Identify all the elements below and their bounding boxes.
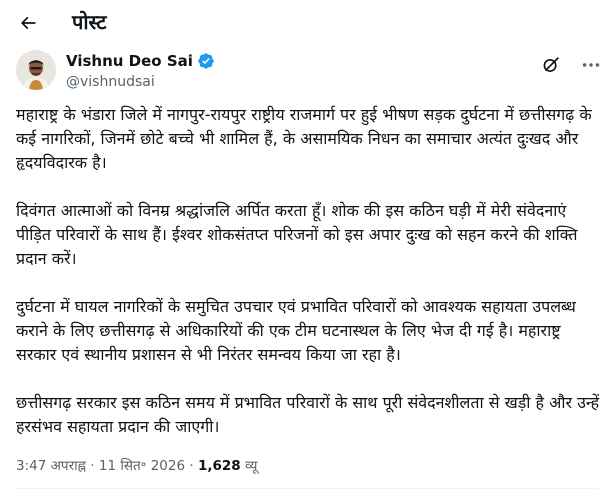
post-paragraph: छत्तीसगढ़ सरकार इस कठिन समय में प्रभावित परिवारों के साथ पूरी संवेदनशीलता से खड़ी है और उन्हें हरसंभव सहायता प्रदान की जाएगी। (16, 393, 600, 436)
post-meta (16, 456, 257, 476)
post-paragraph: महाराष्ट्र के भंडारा जिले में नागपुर-रायपुर राष्ट्रीय राजमार्ग पर हुई भीषण सड़क दुर्घटना में छत्तीसगढ़ के कई नागरिकों, जिनमें छोटे बच्चे भी शामिल हैं, के असामयिक निधन का समाचार अत्यंत दुःखद और हृदयविदारक है। (16, 105, 592, 172)
post-author (16, 50, 606, 98)
top-bar (0, 0, 615, 46)
post-text (16, 103, 601, 463)
more-dots-icon (580, 54, 602, 76)
post-paragraph: दुर्घटना में घायल नागरिकों के समुचित उपचार एवं प्रभावित परिवारों को आवश्यक सहायता उपलब्ध कराने के लिए छत्तीसगढ़ से अधिकारियों की एक टीम घटनास्थल के लिए भेज दी गई है। महाराष्ट्र सरकार एवं स्थानीय प्रशासन से भी निरंतर समन्वय किया जा रहा है। (16, 297, 576, 364)
more-options-button[interactable] (580, 54, 602, 76)
meta-separator: · (185, 458, 198, 474)
avatar[interactable] (16, 50, 56, 90)
post-date[interactable]: 11 सित॰ 2026 (98, 458, 186, 474)
post-time[interactable]: 3:47 अपराह्न (16, 458, 87, 474)
name-row (66, 51, 215, 71)
author-name[interactable]: Vishnu Deo Sai (66, 52, 193, 70)
divider (16, 488, 599, 489)
arrow-left-icon (18, 13, 38, 33)
back-button[interactable] (14, 9, 42, 37)
post-paragraph: दिवंगत आत्माओं को विनम्र श्रद्धांजलि अर्पित करता हूँ। शोक की इस कठिन घड़ी में मेरी संवेदनाएं पीड़ित परिवारों के साथ हैं। ईश्वर शोकसंतप्त परिजनों को इस अपार दुःख को सहन करने की शक्ति प्रदान करें। (16, 201, 578, 268)
author-handle[interactable]: @vishnudsai (66, 74, 155, 90)
page-title: पोस्ट (72, 10, 107, 34)
meta-separator: · (86, 458, 99, 474)
views-count: 1,628 (197, 458, 241, 474)
avatar-image (16, 50, 56, 90)
views-label: व्यू (240, 458, 258, 474)
verified-badge-icon (197, 52, 215, 70)
grok-button[interactable] (540, 54, 562, 76)
grok-icon (540, 54, 562, 76)
